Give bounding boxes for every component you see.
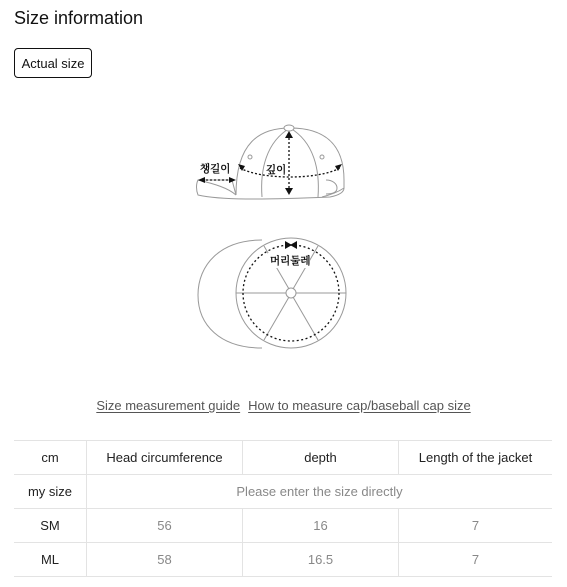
cell-head-circumference: 56	[87, 509, 243, 543]
size-table	[14, 440, 552, 577]
row-label-ml: ML	[14, 543, 87, 577]
tab-actual-size[interactable]: Actual size	[14, 48, 92, 78]
guide-links	[0, 398, 567, 413]
cell-depth: 16	[243, 509, 399, 543]
table-header-row	[14, 441, 552, 475]
how-to-measure-link[interactable]: How to measure cap/baseball cap size	[248, 398, 471, 413]
cell-depth: 16.5	[243, 543, 399, 577]
table-row-my-size	[14, 475, 552, 509]
page-title: Size information	[14, 8, 144, 28]
row-label-my-size: my size	[14, 475, 87, 509]
table-row	[14, 543, 552, 577]
header-unit: cm	[14, 441, 87, 475]
label-head-circumference: 머리둘레	[270, 255, 311, 267]
header-depth: depth	[243, 441, 399, 475]
header-head-circumference: Head circumference	[87, 441, 243, 475]
cell-length: 7	[399, 543, 553, 577]
cell-head-circumference: 58	[87, 543, 243, 577]
cell-length: 7	[399, 509, 553, 543]
size-measurement-guide-link[interactable]: Size measurement guide	[96, 398, 241, 413]
my-size-input-prompt[interactable]: Please enter the size directly	[87, 475, 553, 509]
header-length: Length of the jacket	[399, 441, 553, 475]
row-label-sm: SM	[14, 509, 87, 543]
label-depth: 깊이	[266, 164, 287, 176]
cap-diagram	[0, 100, 567, 370]
table-row	[14, 509, 552, 543]
label-brim-length: 챙길이	[200, 163, 231, 175]
